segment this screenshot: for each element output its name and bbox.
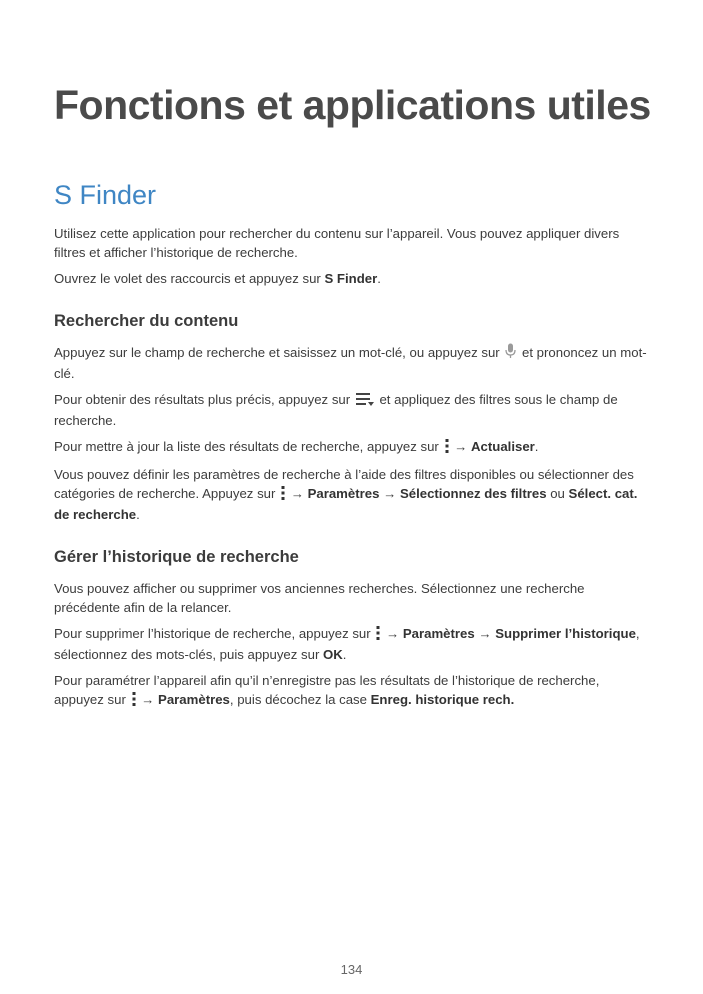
filter-icon [356, 392, 374, 411]
page-title: Fonctions et applications utiles [54, 82, 651, 128]
more-options-icon [376, 626, 380, 645]
more-options-icon [445, 439, 449, 458]
section-title: S Finder [54, 180, 157, 210]
document-body [54, 224, 650, 718]
search-heading: Rechercher du contenu [54, 312, 239, 330]
search-paragraph-3: Pour mettre à jour la liste des résultats de recherche, appuyez sur → Actualiser. [54, 437, 650, 458]
history-paragraph-3: Pour paramétrer l’appareil afin qu’il n’enregistre pas les résultats de l’historique de recherche, appuyez sur → Paramètres, puis décochez la case Enreg. historique rech. [54, 671, 650, 711]
search-paragraph-1: Appuyez sur le champ de recherche et saisissez un mot-clé, ou appuyez sur et prononcez un mot-clé. [54, 345, 647, 381]
more-options-icon [132, 692, 136, 711]
history-heading: Gérer l’historique de recherche [54, 548, 299, 566]
intro-paragraph-1: Utilisez cette application pour rechercher du contenu sur l’appareil. Vous pouvez appliquer divers filtres et afficher l’historique de recherche. [54, 226, 620, 260]
history-paragraph-1: Vous pouvez afficher ou supprimer vos anciennes recherches. Sélectionnez une recherche précédente afin de la relancer. [54, 581, 585, 615]
more-options-icon [281, 486, 285, 505]
search-paragraph-2: Pour obtenir des résultats plus précis, appuyez sur et appliquez des filtres sous le champ de recherche. [54, 392, 618, 428]
search-paragraph-4: Vous pouvez définir les paramètres de recherche à l’aide des filtres disponibles ou sélectionner des catégories de recherche. Appuyez sur → Paramètres → Sélectionnez des filtres ou Sélect. cat. de recherche. [54, 467, 638, 522]
intro-paragraph-2: Ouvrez le volet des raccourcis et appuyez sur S Finder. [54, 271, 381, 286]
history-paragraph-2: Pour supprimer l’historique de recherche, appuyez sur → Paramètres → Supprimer l’historique, sélectionnez des mots-clés, puis appuyez sur OK. [54, 626, 640, 662]
microphone-icon [505, 343, 516, 364]
page-number: 134 [340, 962, 363, 977]
